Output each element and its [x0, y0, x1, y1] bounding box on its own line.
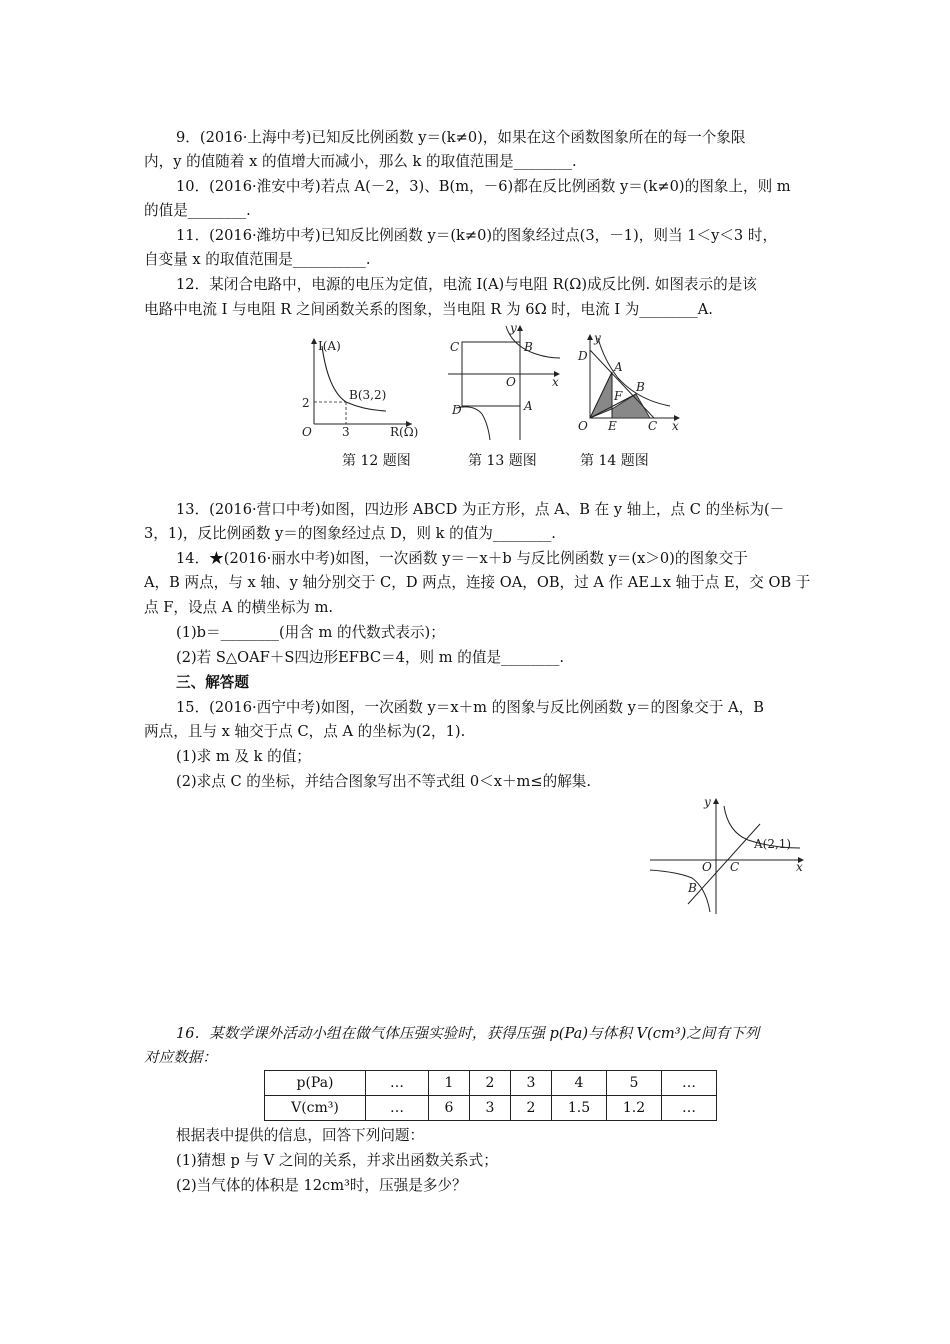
caption-fig12: 第 12 题图 [342, 453, 411, 469]
fig14-label-c: C [648, 419, 658, 433]
q10-line1: 10．(2016·淮安中考)若点 A(－2，3)、B(m，－6)都在反比例函数 y＝(k≠0)的图象上，则 m [176, 178, 791, 195]
fig14-label-b: B [636, 380, 645, 394]
table-cell: 1.5 [552, 1096, 607, 1121]
q15-line2: 两点，且与 x 轴交于点 C，点 A 的坐标为(2，1). [144, 723, 466, 740]
q15-line1: 15．(2016·西宁中考)如图，一次函数 y＝x＋m 的图象与反比例函数 y＝的图象交于 A，B [176, 699, 764, 716]
fig15-label-b: B [688, 881, 697, 895]
q15-part2: (2)求点 C 的坐标，并结合图象写出不等式组 0＜x＋m≤的解集. [176, 773, 592, 790]
q13-line2: 3，1)，反比例函数 y＝的图象经过点 D，则 k 的值为________. [144, 525, 556, 542]
fig12-xaxis-label: R(Ω) [390, 425, 419, 439]
fig14-label-a: A [614, 360, 623, 374]
table-row [265, 1071, 717, 1096]
table-cell: 3 [470, 1096, 511, 1121]
table-cell: … [662, 1096, 717, 1121]
table-cell: 1 [429, 1071, 470, 1096]
fig13-label-c: C [450, 340, 460, 354]
fig13-x-label: x [552, 375, 559, 389]
table-cell: 4 [552, 1071, 607, 1096]
q13-line1: 13．(2016·营口中考)如图，四边形 ABCD 为正方形，点 A、B 在 y 轴上，点 C 的坐标为(－ [176, 501, 785, 518]
fig15-label-a: A(2,1) [754, 837, 792, 851]
q11-line1: 11．(2016·潍坊中考)已知反比例函数 y＝(k≠0)的图象经过点(3，－1)，则当 1＜y＜3 时， [176, 227, 778, 244]
data-table [264, 1070, 717, 1121]
table-cell: 6 [429, 1096, 470, 1121]
fig15-origin: O [702, 860, 712, 874]
q9-line2: 内，y 的值随着 x 的值增大而减小，那么 k 的取值范围是________. [144, 153, 577, 170]
table-cell: p(Pa) [265, 1071, 366, 1096]
q14-line1: 14．★(2016·丽水中考)如图，一次函数 y＝－x＋b 与反比例函数 y＝(x＞0)的图象交于 [176, 550, 748, 567]
fig13-y-label: y [510, 321, 517, 335]
fig12-origin: O [302, 425, 312, 439]
fig14-label-e: E [608, 419, 617, 433]
q12-line2: 电路中电流 I 与电阻 R 之间函数关系的图象，当电阻 R 为 6Ω 时，电流 I 为________A. [144, 301, 713, 318]
table-cell: 1.2 [607, 1096, 662, 1121]
table-row [265, 1096, 717, 1121]
caption-fig13: 第 13 题图 [468, 453, 537, 469]
q16-prompt: 根据表中提供的信息，回答下列问题： [176, 1127, 425, 1144]
caption-fig14: 第 14 题图 [580, 453, 649, 469]
q16-part1: (1)猜想 p 与 V 之间的关系，并求出函数关系式； [176, 1152, 498, 1169]
table-cell: 2 [511, 1096, 552, 1121]
fig14-label-d: D [578, 349, 588, 363]
q11-line2: 自变量 x 的取值范围是__________. [144, 251, 371, 268]
figure-14 [574, 330, 688, 438]
fig15-x-label: x [796, 860, 803, 874]
q10-line2: 的值是________. [144, 202, 251, 219]
fig13-label-a: A [524, 399, 533, 413]
fig15-y-label: y [704, 795, 711, 809]
q15-part1: (1)求 m 及 k 的值； [176, 748, 311, 765]
q9-line1: 9．(2016·上海中考)已知反比例函数 y＝(k≠0)，如果在这个函数图象所在的每一个象限 [176, 129, 746, 146]
fig14-y-label: y [594, 331, 601, 345]
q14-part1: (1)b＝________(用含 m 的代数式表示)； [176, 624, 445, 641]
figure-13 [444, 318, 570, 444]
q16-line1: 16．某数学课外活动小组在做气体压强实验时，获得压强 p(Pa)与体积 V(cm³)之间有下列 [176, 1025, 760, 1042]
table-cell: 2 [470, 1071, 511, 1096]
q14-line3: 点 F，设点 A 的横坐标为 m. [144, 599, 334, 616]
fig13-label-d: D [452, 403, 462, 417]
table-cell: … [662, 1071, 717, 1096]
fig13-origin: O [506, 375, 516, 389]
table-cell: … [366, 1096, 429, 1121]
table-cell: 5 [607, 1071, 662, 1096]
q14-line2: A，B 两点，与 x 轴、y 轴分别交于 C，D 两点，连接 OA，OB，过 A 作 AE⊥x 轴于点 E，交 OB 于 [144, 574, 811, 591]
q12-line1: 12．某闭合电路中，电源的电压为定值，电流 I(A)与电阻 R(Ω)成反比例. 如图表示的是该 [176, 276, 757, 293]
figure-12 [296, 332, 432, 442]
fig15-label-c: C [730, 860, 740, 874]
fig14-x-label: x [672, 419, 679, 433]
table-cell: 3 [511, 1071, 552, 1096]
q16-line2: 对应数据： [144, 1049, 217, 1066]
figure-15 [648, 790, 812, 916]
fig14-label-f: F [614, 389, 623, 403]
fig12-yaxis-label: I(A) [318, 339, 341, 353]
fig14-origin: O [578, 419, 588, 433]
fig12-tick-x: 3 [342, 425, 350, 439]
fig13-label-b: B [524, 340, 533, 354]
fig12-point-label: B(3,2) [349, 388, 387, 402]
q16-part2: (2)当气体的体积是 12cm³时，压强是多少？ [176, 1177, 467, 1194]
fig12-tick-y: 2 [302, 396, 310, 410]
table-cell: … [366, 1071, 429, 1096]
section-heading: 三、解答题 [176, 674, 249, 691]
q14-part2: (2)若 S△OAF＋S四边形EFBC＝4，则 m 的值是________. [176, 649, 565, 666]
table-cell: V(cm³) [265, 1096, 366, 1121]
